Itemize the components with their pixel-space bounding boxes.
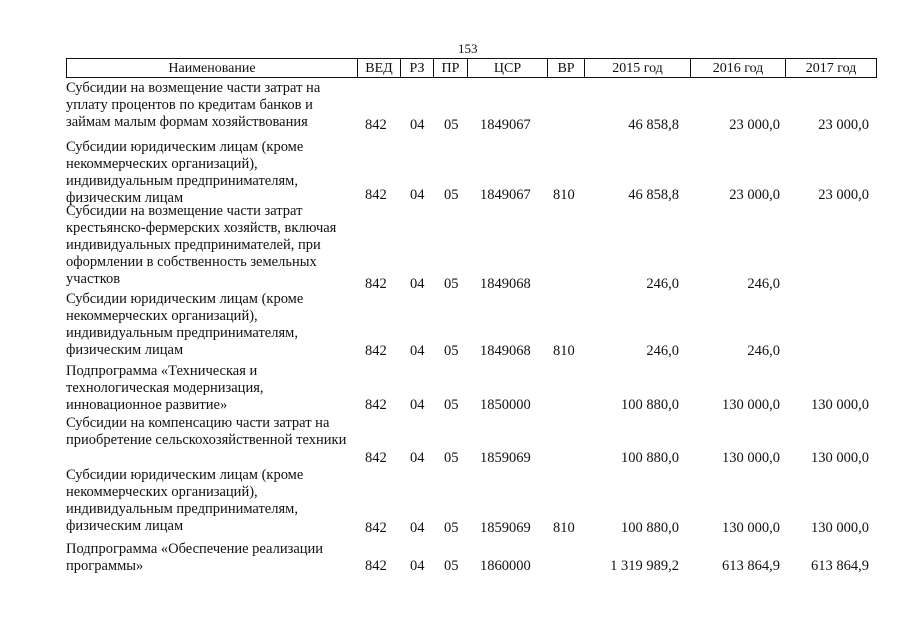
header-pr: ПР (433, 58, 468, 78)
header-2015: 2015 год (584, 58, 691, 78)
cell-vr: 810 (553, 187, 575, 203)
cell-rz: 04 (410, 117, 425, 133)
cell-ved: 842 (365, 343, 387, 359)
cell-y2017: 130 000,0 (811, 450, 869, 466)
header-ved: ВЕД (357, 58, 401, 78)
cell-vr: 810 (553, 520, 575, 536)
cell-rz: 04 (410, 276, 425, 292)
cell-ved: 842 (365, 397, 387, 413)
cell-y2016: 613 864,9 (722, 558, 780, 574)
cell-csr: 1849068 (480, 276, 531, 292)
cell-csr: 1849068 (480, 343, 531, 359)
cell-y2016: 23 000,0 (729, 187, 780, 203)
header-rz: РЗ (400, 58, 434, 78)
cell-pr: 05 (444, 276, 459, 292)
row-name: Субсидии на возмещение части затрат крестьянско-фермерских хозяйств, включая индивидуальных предпринимателей, при оформлении в собственность земельных участков (66, 203, 337, 287)
row-name: Субсидии на возмещение части затрат на уплату процентов по кредитам банков и займам малым формам хозяйствования (66, 80, 321, 130)
cell-y2015: 100 880,0 (621, 397, 679, 413)
header-csr: ЦСР (467, 58, 548, 78)
header-vr: ВР (547, 58, 585, 78)
cell-y2015: 246,0 (646, 343, 679, 359)
cell-y2015: 46 858,8 (628, 117, 679, 133)
cell-rz: 04 (410, 520, 425, 536)
cell-y2016: 246,0 (747, 343, 780, 359)
cell-y2015: 100 880,0 (621, 450, 679, 466)
cell-rz: 04 (410, 558, 425, 574)
row-name: Субсидии на компенсацию части затрат на приобретение сельскохозяйственной техники (66, 415, 347, 448)
cell-y2015: 100 880,0 (621, 520, 679, 536)
cell-pr: 05 (444, 343, 459, 359)
cell-y2017: 613 864,9 (811, 558, 869, 574)
cell-ved: 842 (365, 558, 387, 574)
cell-rz: 04 (410, 343, 425, 359)
cell-vr: 810 (553, 343, 575, 359)
cell-y2015: 246,0 (646, 276, 679, 292)
cell-y2016: 130 000,0 (722, 450, 780, 466)
cell-ved: 842 (365, 187, 387, 203)
row-name: Субсидии юридическим лицам (кроме некоммерческих организаций), индивидуальным предпринимателям, физическим лицам (66, 291, 304, 358)
cell-ved: 842 (365, 276, 387, 292)
cell-csr: 1849067 (480, 117, 531, 133)
cell-y2016: 130 000,0 (722, 397, 780, 413)
cell-rz: 04 (410, 450, 425, 466)
cell-y2016: 23 000,0 (729, 117, 780, 133)
cell-pr: 05 (444, 450, 459, 466)
header-2016: 2016 год (690, 58, 786, 78)
cell-rz: 04 (410, 397, 425, 413)
cell-y2016: 130 000,0 (722, 520, 780, 536)
header-name: Наименование (66, 58, 358, 78)
cell-csr: 1859069 (480, 520, 531, 536)
cell-y2017: 130 000,0 (811, 397, 869, 413)
cell-pr: 05 (444, 117, 459, 133)
cell-pr: 05 (444, 397, 459, 413)
cell-pr: 05 (444, 187, 459, 203)
cell-y2017: 130 000,0 (811, 520, 869, 536)
cell-y2017: 23 000,0 (818, 117, 869, 133)
cell-csr: 1850000 (480, 397, 531, 413)
cell-y2016: 246,0 (747, 276, 780, 292)
cell-ved: 842 (365, 117, 387, 133)
row-name: Подпрограмма «Обеспечение реализации программы» (66, 541, 324, 574)
cell-y2015: 1 319 989,2 (610, 558, 679, 574)
header-2017: 2017 год (785, 58, 877, 78)
row-name: Субсидии юридическим лицам (кроме некоммерческих организаций), индивидуальным предпринимателям, физическим лицам (66, 139, 304, 206)
cell-csr: 1860000 (480, 558, 531, 574)
row-name: Подпрограмма «Техническая и технологическая модернизация, инновационное развитие» (66, 363, 264, 413)
cell-csr: 1849067 (480, 187, 531, 203)
page-number: 153 (458, 41, 478, 56)
cell-pr: 05 (444, 558, 459, 574)
cell-ved: 842 (365, 450, 387, 466)
cell-ved: 842 (365, 520, 387, 536)
cell-y2017: 23 000,0 (818, 187, 869, 203)
cell-y2015: 46 858,8 (628, 187, 679, 203)
cell-rz: 04 (410, 187, 425, 203)
cell-pr: 05 (444, 520, 459, 536)
row-name: Субсидии юридическим лицам (кроме некоммерческих организаций), индивидуальным предпринимателям, физическим лицам (66, 467, 304, 534)
cell-csr: 1859069 (480, 450, 531, 466)
